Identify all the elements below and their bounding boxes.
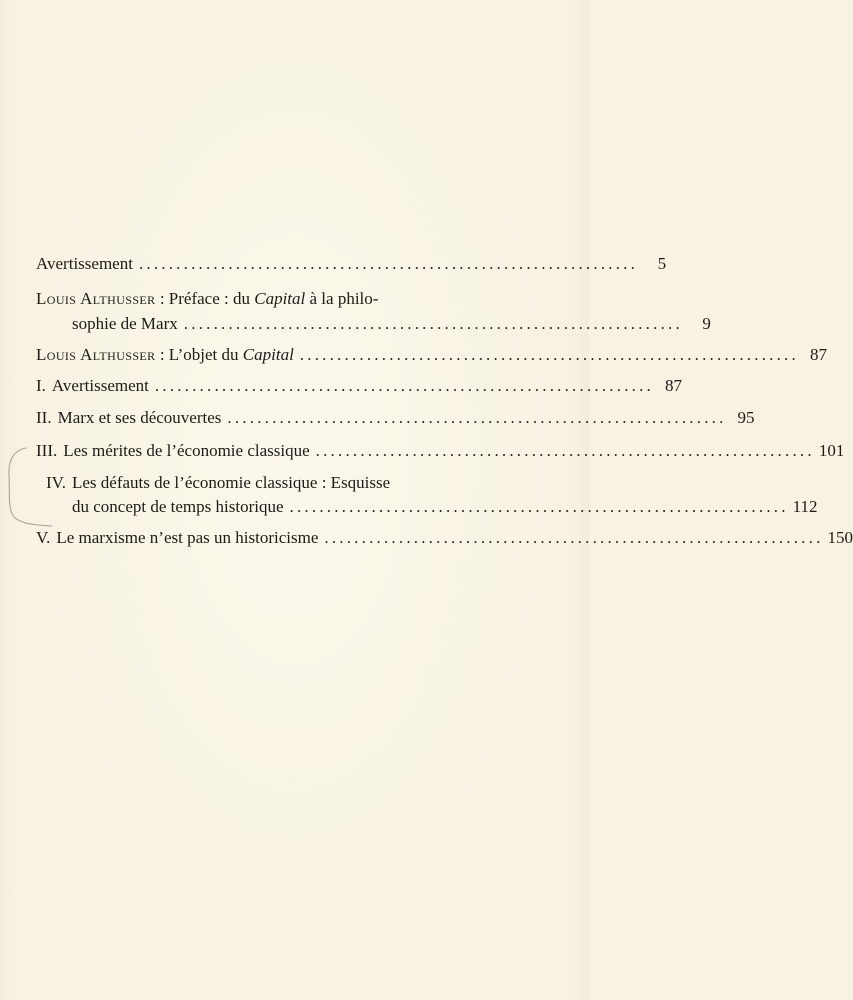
- section-number: IV.: [46, 473, 66, 492]
- toc-page-number: 87: [809, 345, 827, 364]
- toc-page-number: 95: [737, 408, 755, 427]
- toc-entry-title-italic: Capital: [254, 289, 306, 308]
- leader-dots: ...................................................................: [154, 376, 655, 395]
- section-number: V.: [36, 528, 51, 547]
- toc-section-2[interactable]: [36, 408, 755, 428]
- leader-dots: ...................................................................: [315, 441, 815, 460]
- toc-entry-preface[interactable]: [36, 289, 517, 309]
- toc-section-3[interactable]: [36, 441, 845, 461]
- leader-dots: ...................................................................: [183, 314, 683, 333]
- toc-entry-preface-continued[interactable]: [36, 314, 711, 334]
- toc-entry-title: Les mérites de l’économie classique: [63, 441, 310, 460]
- toc-section-4-continued[interactable]: [36, 497, 818, 517]
- leader-dots: ...................................................................: [138, 254, 639, 273]
- toc-page-number: 9: [702, 314, 711, 333]
- toc-section-5[interactable]: [36, 528, 853, 548]
- section-number: I.: [36, 376, 46, 395]
- section-number: III.: [36, 441, 58, 460]
- toc-entry-title: Préface : du: [168, 289, 255, 308]
- title-separator: :: [155, 289, 169, 308]
- toc-section-4[interactable]: [36, 473, 517, 493]
- toc-entry-title-group: [36, 345, 294, 365]
- leader-dots: ...................................................................: [324, 528, 824, 547]
- toc-entry-title: Le marxisme n’est pas un historicisme: [56, 528, 319, 547]
- toc-page-number: 87: [665, 376, 683, 395]
- toc-section-1[interactable]: [36, 376, 683, 396]
- toc-page-number: 5: [657, 254, 667, 273]
- toc-entry-title: Marx et ses découvertes: [57, 408, 222, 427]
- toc-entry-title-italic: Capital: [242, 345, 294, 364]
- section-number: II.: [36, 408, 52, 427]
- toc-entry-title: Avertissement: [36, 254, 133, 273]
- leader-dots: ...................................................................: [227, 408, 727, 427]
- title-separator: :: [155, 345, 169, 364]
- author-name: Louis Althusser: [36, 289, 156, 308]
- toc-entry-title-continued: sophie de Marx: [72, 314, 178, 333]
- toc-page-number: 150: [827, 528, 853, 547]
- toc-entry-title: L’objet du: [168, 345, 243, 364]
- pencil-bracket-mark: [4, 446, 56, 530]
- leader-dots: ...................................................................: [289, 497, 789, 516]
- toc-page-number: 112: [792, 497, 818, 516]
- toc-entry-title: à la philo-: [305, 289, 379, 308]
- toc-entry-avertissement[interactable]: [36, 254, 667, 274]
- toc-entry-title-continued: du concept de temps historique: [72, 497, 284, 516]
- toc-page-number: 101: [818, 441, 845, 460]
- toc-entry-title: Les défauts de l’économie classique : Esquisse: [72, 473, 391, 492]
- toc-entry-objet[interactable]: [36, 345, 827, 365]
- toc-entry-title: Avertissement: [51, 376, 149, 395]
- leader-dots: ...................................................................: [299, 345, 799, 364]
- author-name: Louis Althusser: [36, 345, 156, 364]
